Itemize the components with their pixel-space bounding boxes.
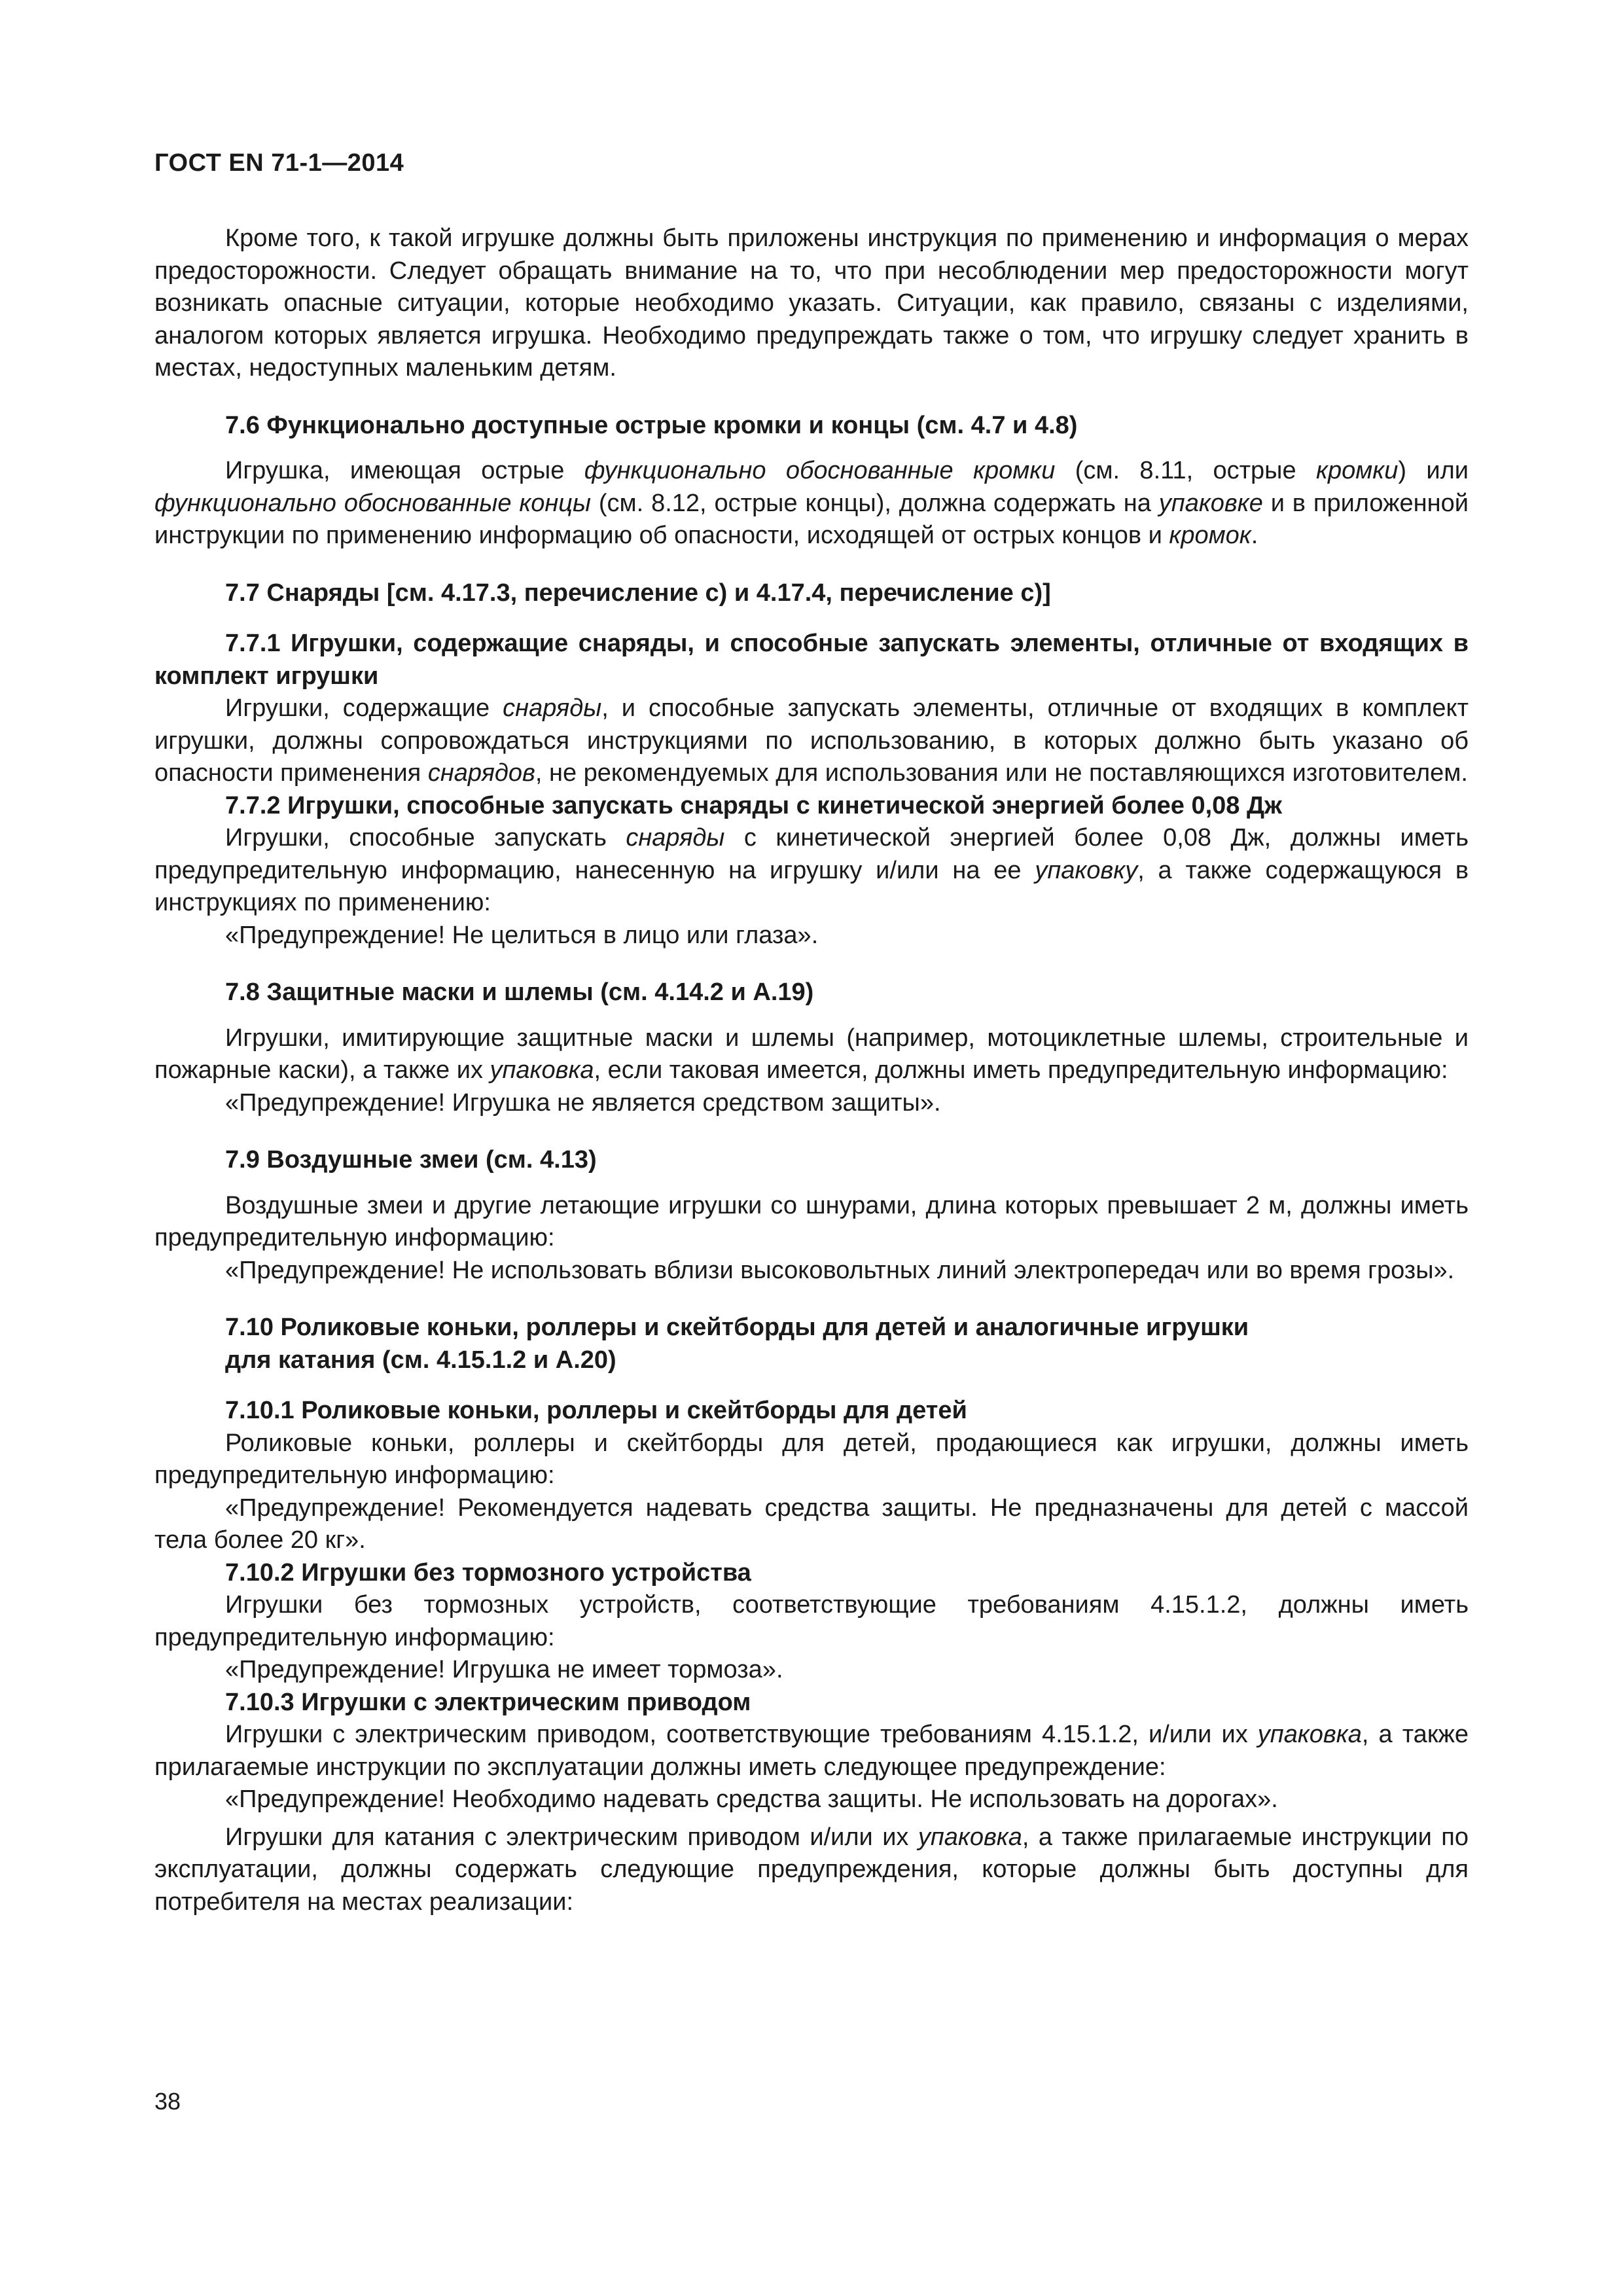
section-7-8-warning: «Предупреждение! Игрушка не является средством защиты». bbox=[225, 1088, 941, 1117]
section-7-7-2-heading: 7.7.2 Игрушки, способные запускать снаряды с кинетической энергией более 0,08 Дж bbox=[225, 791, 1282, 819]
document-header: ГОСТ EN 71-1—2014 bbox=[154, 149, 404, 177]
section-7-6-heading: 7.6 Функционально доступные острые кромки и концы (см. 4.7 и 4.8) bbox=[225, 411, 1078, 439]
section-7-10-3-paragraph-2: Игрушки для катания с электрическим приводом и/или их упаковка, а также прилагаемые инструкции по эксплуатации, должны содержать следующие предупреждения, которые должны быть доступны для потребителя на местах реализации: bbox=[154, 1823, 1469, 1916]
section-7-6-paragraph: Игрушка, имеющая острые функционально обоснованные кромки (см. 8.11, острые кромки) или функционально обоснованные концы (см. 8.12, острые концы), должна содержать на упаковке и в приложенной инструкции по применению информацию об опасности, исходящей от острых концов и кромок. bbox=[154, 457, 1469, 549]
section-7-10-2-heading: 7.10.2 Игрушки без тормозного устройства bbox=[225, 1558, 751, 1587]
section-7-9-paragraph: Воздушные змеи и другие летающие игрушки со шнурами, длина которых превышает 2 м, должны иметь предупредительную информацию: bbox=[154, 1191, 1469, 1251]
section-7-9-heading: 7.9 Воздушные змеи (см. 4.13) bbox=[225, 1146, 597, 1174]
intro-paragraph: Кроме того, к такой игрушке должны быть приложены инструкция по применению и информация о мерах предосторожности. Следует обращать внимание на то, что при несоблюдении мер предосторожности могут возникать опасные ситуации, которые необходимо указать. Ситуации, как правило, связаны с изделиями, аналогом которых является игрушка. Необходимо предупреждать также о том, что игрушку следует хранить в местах, недоступных маленьким детям. bbox=[154, 224, 1469, 382]
section-7-8-heading: 7.8 Защитные маски и шлемы (см. 4.14.2 и А.19) bbox=[225, 978, 814, 1006]
section-7-10-1-paragraph: Роликовые коньки, роллеры и скейтборды для детей, продающиеся как игрушки, должны иметь предупредительную информацию: bbox=[154, 1429, 1469, 1489]
section-7-7-1-paragraph: Игрушки, содержащие снаряды, и способные запускать элементы, отличные от входящих в комплект игрушки, должны сопровождаться инструкциями по использованию, в которых должно быть указано об опасности применения снарядов, не рекомендуемых для использования или не поставляющихся изготовителем. bbox=[154, 694, 1469, 787]
section-7-10-1-heading: 7.10.1 Роликовые коньки, роллеры и скейтборды для детей bbox=[225, 1397, 967, 1424]
section-7-9-warning: «Предупреждение! Не использовать вблизи высоковольтных линий электропередач или во время грозы». bbox=[225, 1256, 1455, 1284]
document-body bbox=[154, 223, 1469, 1918]
section-7-10-3-warning: «Предупреждение! Необходимо надевать средства защиты. Не использовать на дорогах». bbox=[225, 1785, 1278, 1813]
section-7-10-3-paragraph: Игрушки с электрическим приводом, соответствующие требованиям 4.15.1.2, и/или их упаковка, а также прилагаемые инструкции по эксплуатации должны иметь следующее предупреждение: bbox=[154, 1721, 1469, 1781]
section-7-10-2-paragraph: Игрушки без тормозных устройств, соответствующие требованиям 4.15.1.2, должны иметь предупредительную информацию: bbox=[154, 1591, 1469, 1651]
section-7-10-heading-line2: для катания (см. 4.15.1.2 и А.20) bbox=[225, 1346, 616, 1374]
section-7-7-2-warning: «Предупреждение! Не целиться в лицо или глаза». bbox=[225, 921, 819, 949]
section-7-7-1-heading: 7.7.1 Игрушки, содержащие снаряды, и способные запускать элементы, отличные от входящих в комплект игрушки bbox=[154, 630, 1469, 690]
section-7-7-heading: 7.7 Снаряды [см. 4.17.3, перечисление с) и 4.17.4, перечисление с)] bbox=[225, 579, 1051, 607]
section-7-10-2-warning: «Предупреждение! Игрушка не имеет тормоза». bbox=[225, 1656, 783, 1683]
section-7-7-2-paragraph: Игрушки, способные запускать снаряды с кинетической энергией более 0,08 Дж, должны иметь предупредительную информацию, нанесенную на игрушку и/или на ее упаковку, а также содержащуюся в инструкциях по применению: bbox=[154, 824, 1469, 916]
section-7-10-1-warning: «Предупреждение! Рекомендуется надевать средства защиты. Не предназначены для детей с массой тела более 20 кг». bbox=[154, 1494, 1469, 1554]
page-number: 38 bbox=[154, 2088, 181, 2115]
section-7-10-3-heading: 7.10.3 Игрушки с электрическим приводом bbox=[225, 1688, 751, 1716]
section-7-8-paragraph: Игрушки, имитирующие защитные маски и шлемы (например, мотоциклетные шлемы, строительные и пожарные каски), а также их упаковка, если таковая имеется, должны иметь предупредительную информацию: bbox=[154, 1024, 1469, 1084]
section-7-10-heading-line1: 7.10 Роликовые коньки, роллеры и скейтборды для детей и аналогичные игрушки bbox=[225, 1314, 1249, 1341]
